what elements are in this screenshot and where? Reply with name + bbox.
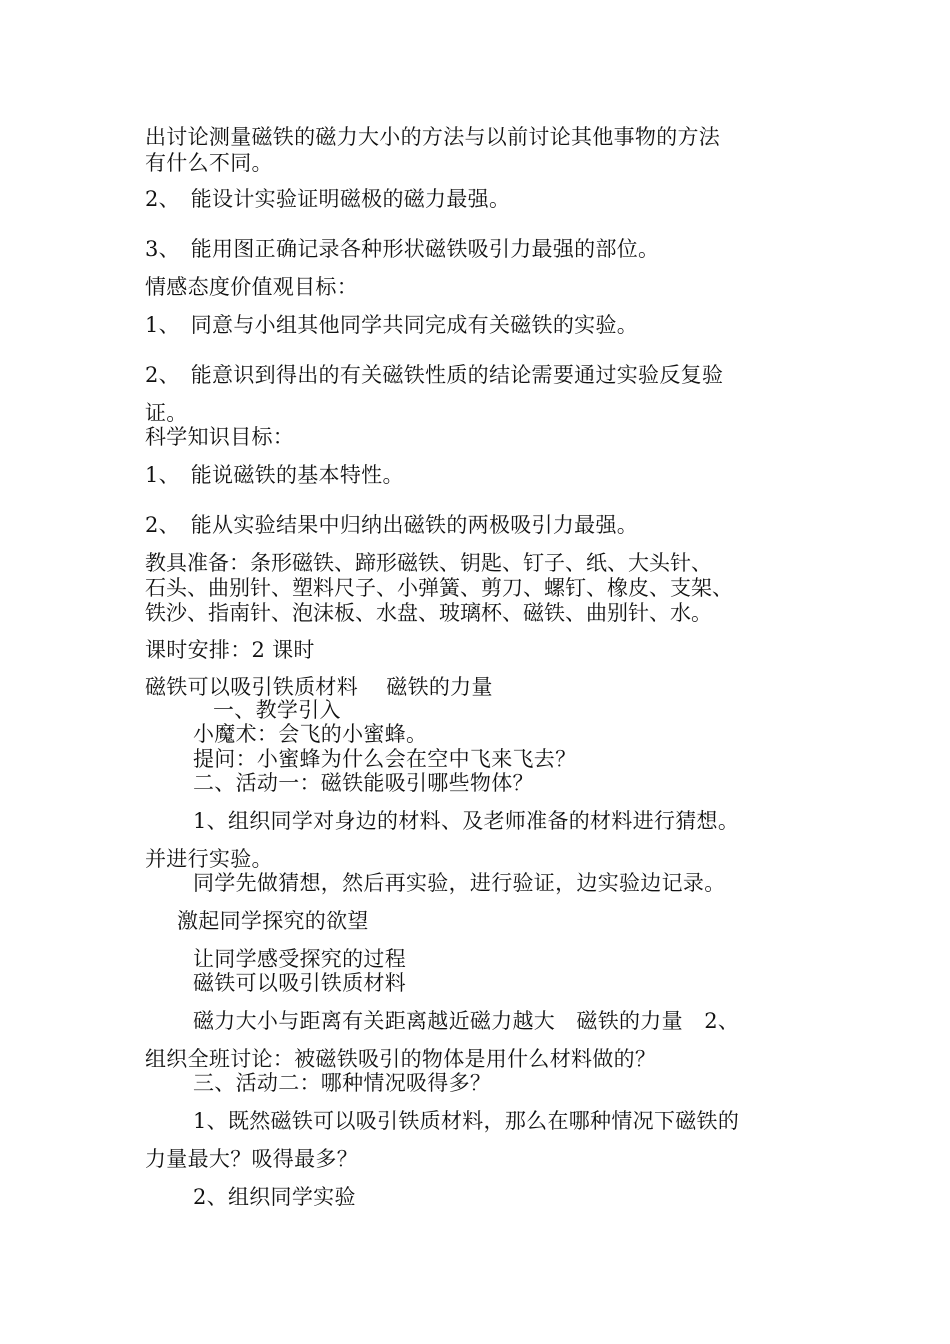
text-line: 让同学感受探究的过程 <box>193 947 406 971</box>
text-line: 石头、曲别针、塑料尺子、小弹簧、剪刀、螺钉、橡皮、支架、 <box>145 576 733 600</box>
text-line: 磁力大小与距离有关距离越近磁力越大 磁铁的力量 2、 <box>193 1009 740 1033</box>
text-line: 1、 同意与小组其他同学共同完成有关磁铁的实验。 <box>145 313 639 337</box>
text-line: 同学先做猜想，然后再实验，进行验证，边实验边记录。 <box>193 871 726 895</box>
text-line: 证。 <box>145 401 188 425</box>
section-heading: 情感态度价值观目标： <box>145 275 358 299</box>
text-line: 磁铁可以吸引铁质材料 磁铁的力量 <box>145 675 493 699</box>
text-line: 教具准备：条形磁铁、蹄形磁铁、钥匙、钉子、纸、大头针、 <box>145 551 712 575</box>
text-line: 1、 能说磁铁的基本特性。 <box>145 463 404 487</box>
text-line: 出讨论测量磁铁的磁力大小的方法与以前讨论其他事物的方法 <box>145 125 721 149</box>
text-line: 2、 能意识到得出的有关磁铁性质的结论需要通过实验反复验 <box>145 363 724 387</box>
text-line: 小魔术：会飞的小蜜蜂。 <box>193 722 428 746</box>
text-line: 有什么不同。 <box>145 151 273 175</box>
text-line: 2、 能设计实验证明磁极的磁力最强。 <box>145 187 511 211</box>
text-line: 铁沙、指南针、泡沫板、水盘、玻璃杯、磁铁、曲别针、水。 <box>145 601 712 625</box>
section-heading: 二、活动一：磁铁能吸引哪些物体？ <box>193 771 534 795</box>
text-line: 组织全班讨论：被磁铁吸引的物体是用什么材料做的？ <box>145 1047 657 1071</box>
text-line: 课时安排：2 课时 <box>145 638 315 662</box>
text-line: 1、组织同学对身边的材料、及老师准备的材料进行猜想。 <box>193 809 740 833</box>
text-line: 3、 能用图正确记录各种形状磁铁吸引力最强的部位。 <box>145 237 660 261</box>
text-line: 2、 能从实验结果中归纳出磁铁的两极吸引力最强。 <box>145 513 639 537</box>
text-line: 激起同学探究的欲望 <box>177 909 369 933</box>
section-heading: 科学知识目标： <box>145 425 295 449</box>
text-line: 2、组织同学实验 <box>193 1185 356 1209</box>
section-heading: 一、教学引入 <box>213 698 341 722</box>
text-line: 提问：小蜜蜂为什么会在空中飞来飞去？ <box>193 747 577 771</box>
text-line: 力量最大？吸得最多？ <box>145 1147 358 1171</box>
text-line: 并进行实验。 <box>145 847 273 871</box>
text-line: 磁铁可以吸引铁质材料 <box>193 971 406 995</box>
text-line: 1、既然磁铁可以吸引铁质材料，那么在哪种情况下磁铁的 <box>193 1109 740 1133</box>
section-heading: 三、活动二：哪种情况吸得多？ <box>193 1071 492 1095</box>
